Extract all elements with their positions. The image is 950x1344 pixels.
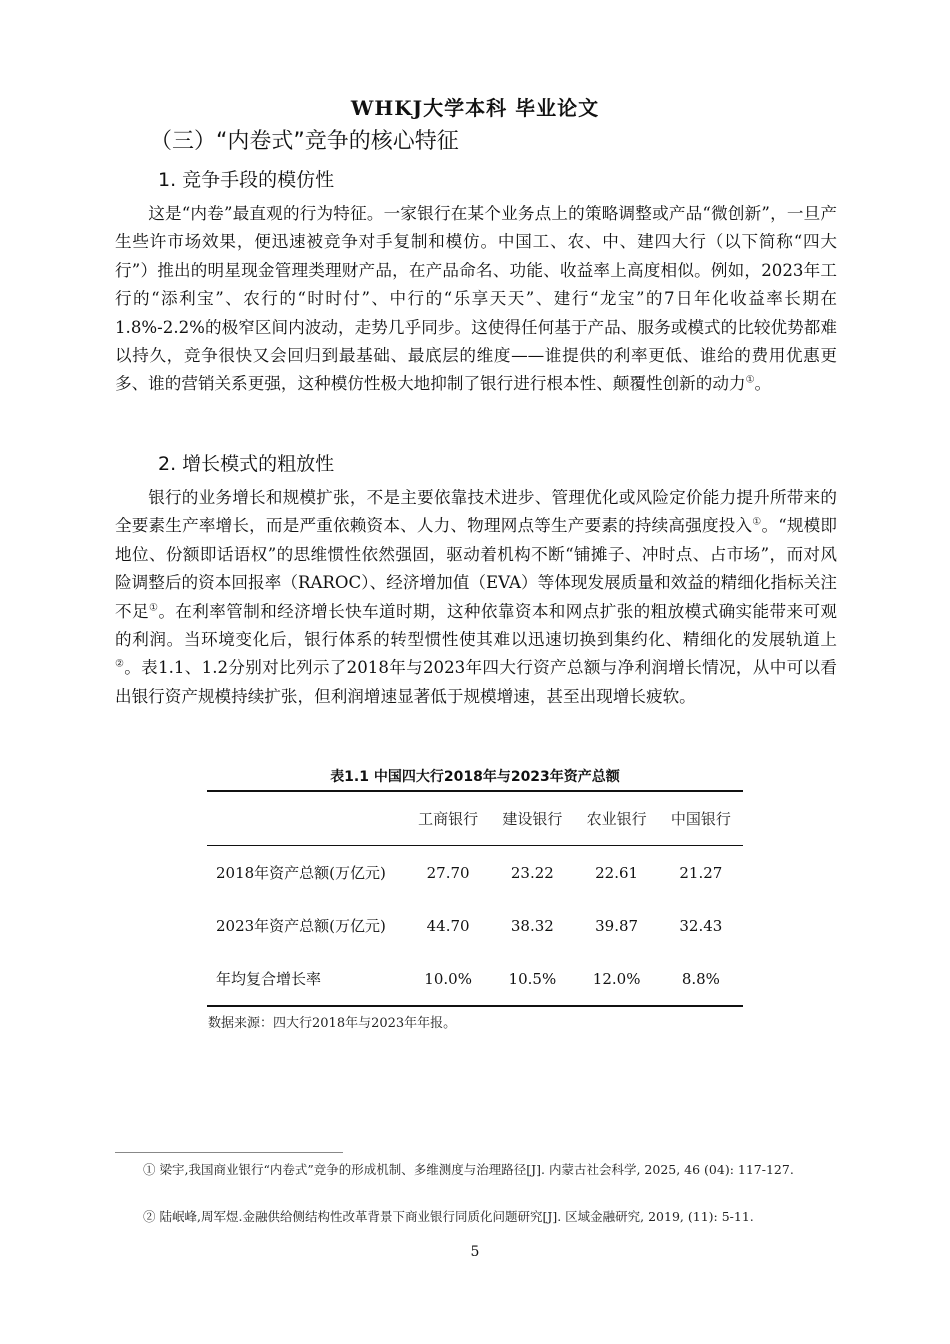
row-label: 2018年资产总额(万亿元) bbox=[216, 864, 386, 882]
table-cell: 39.87 bbox=[595, 916, 639, 935]
row-label: 2023年资产总额(万亿元) bbox=[216, 917, 386, 935]
table-cell: 8.8% bbox=[681, 969, 720, 988]
table-cell: 12.0% bbox=[592, 969, 641, 988]
paragraph-1-text: 这是“内卷”最直观的行为特征。一家银行在某个业务点上的策略调整或产品“微创新”，一旦产生些许市场效果，便迅速被竞争对手复制和模仿。中国工、农、中、建四大行（以下简称“四大行”）推出的明星现金管理类理财产品，在产品命名、功能、收益率上高度相似。例如，2023年工行的“添利宝”、农行的“时时付”、中行的“乐享天天”、建行“龙宝”的7日年化收益率长期在1.8%-2.2%的极窄区间内波动，走势几乎同步。这使得任何基于产品、服务或模式的比较优势都难以持久，竞争很快又会回归到最基础、最底层的维度——谁提供的利率更低、谁给的费用优惠更多、谁的营销关系更强，这种模仿性极大地抑制了银行进行根本性、颠覆性创新的动力 bbox=[115, 204, 837, 394]
paragraph-2-text-c: 。在利率管制和经济增长快车道时期，这种依靠资本和网点扩张的粗放模式确实能带来可观的利润。当环境变化后，银行体系的转型惯性使其难以迅速切换到集约化、精细化的发展轨道上 bbox=[115, 601, 838, 650]
table-corner-cell bbox=[207, 791, 406, 846]
paragraph-2-text-a: 银行的业务增长和规模扩张，不是主要依靠技术进步、管理优化或风险定价能力提升所带来的全要素生产率增长，而是严重依赖资本、人力、物理网点等生产要素的持续高强度投入 bbox=[115, 488, 837, 536]
paragraph-2-text-d: 。表1.1、1.2分别对比列示了2018年与2023年四大行资产总额与净利润增长情况，从中可以看出银行资产规模持续扩张，但利润增速显著低于规模增速，甚至出现增长疲软。 bbox=[115, 658, 837, 706]
table-cell: 44.70 bbox=[426, 916, 470, 935]
table-cell: 22.61 bbox=[595, 863, 639, 882]
footnote-ref[interactable]: ① bbox=[148, 602, 159, 614]
subsection-heading-1: 1. 竞争手段的模仿性 bbox=[158, 169, 335, 191]
page-number: 5 bbox=[470, 1244, 480, 1260]
column-header: 中国银行 bbox=[670, 810, 731, 828]
table-cell: 23.22 bbox=[510, 863, 554, 882]
table-cell: 27.70 bbox=[426, 863, 470, 882]
footnote-text: 陆岷峰,周军煜.金融供给侧结构性改革背景下商业银行同质化问题研究[J]. 区域金融研究, 2019, (11): 5-11. bbox=[159, 1209, 754, 1224]
table-cell: 21.27 bbox=[679, 863, 723, 882]
column-header: 农业银行 bbox=[586, 810, 647, 828]
subsection-heading-2: 2. 增长模式的粗放性 bbox=[158, 453, 335, 475]
running-header: WHKJ大学本科 毕业论文 bbox=[350, 96, 600, 120]
paragraph-2 bbox=[115, 484, 837, 711]
assets-table bbox=[207, 790, 743, 1007]
column-header: 工商银行 bbox=[418, 810, 479, 828]
row-label: 年均复合增长率 bbox=[216, 970, 322, 988]
footnote-mark: ② bbox=[143, 1209, 156, 1224]
footnote-ref[interactable]: ② bbox=[115, 658, 125, 670]
table-row bbox=[207, 899, 743, 952]
footnote-ref[interactable]: ① bbox=[745, 374, 755, 386]
footnote-ref[interactable]: ① bbox=[752, 516, 762, 528]
section-heading: （三）“内卷式”竞争的核心特征 bbox=[150, 129, 459, 154]
table-cell: 32.43 bbox=[679, 916, 723, 935]
table-cell: 38.32 bbox=[510, 916, 554, 935]
column-header: 建设银行 bbox=[502, 810, 563, 828]
table-cell: 10.5% bbox=[508, 969, 557, 988]
footnote-text: 梁宇,我国商业银行“内卷式”竞争的形成机制、多维测度与治理路径[J]. 内蒙古社会科学, 2025, 46 (04): 117-127. bbox=[159, 1162, 794, 1177]
footnote-2 bbox=[115, 1207, 837, 1226]
footnote-divider bbox=[115, 1152, 343, 1153]
table-header-row bbox=[207, 791, 743, 846]
footnote-1 bbox=[115, 1160, 837, 1179]
table-cell: 10.0% bbox=[424, 969, 472, 988]
table-caption: 表1.1 中国四大行2018年与2023年资产总额 bbox=[330, 769, 620, 785]
table-row bbox=[207, 846, 743, 900]
paragraph-1-tail: 。 bbox=[754, 374, 772, 394]
paragraph-1 bbox=[115, 200, 837, 399]
paragraph-2-text-b: 。“规模即地位、份额即话语权”的思维惯性依然强固，驱动着机构不断“铺摊子、冲时点、占市场”，而对风险调整后的资本回报率（RAROC）、经济增加值（EVA）等体现发展质量和效益的精细化指标关注不足 bbox=[115, 516, 838, 621]
table-source-note: 数据来源：四大行2018年与2023年年报。 bbox=[208, 1016, 457, 1031]
footnote-mark: ① bbox=[143, 1162, 156, 1177]
table-row bbox=[207, 952, 743, 1006]
